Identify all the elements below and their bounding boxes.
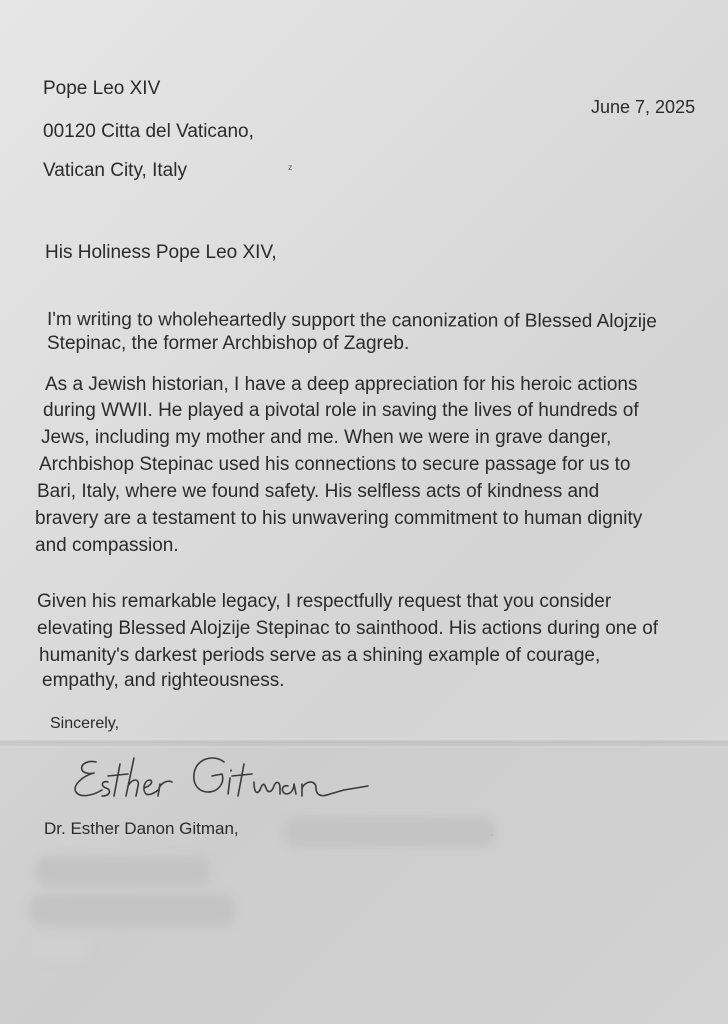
- handwritten-signature: [68, 740, 398, 810]
- recipient-address-line: 00120 Citta del Vaticano,: [43, 121, 254, 142]
- paragraph-2-line-2: during WWII. He played a pivotal role in saving the lives of hundreds of: [43, 400, 639, 421]
- recipient-name: Pope Leo XIV: [43, 78, 161, 99]
- paragraph-2-line-5: Bari, Italy, where we found safety. His selfless acts of kindness and: [37, 481, 600, 502]
- paragraph-3-line-2: elevating Blessed Alojzije Stepinac to sainthood. His actions during one of: [37, 618, 659, 639]
- paragraph-2-line-3: Jews, including my mother and me. When we were in grave danger,: [41, 427, 612, 448]
- paragraph-3-line-1: Given his remarkable legacy, I respectfully request that you consider: [37, 591, 612, 612]
- paragraph-2-line-1: As a Jewish historian, I have a deep appreciation for his heroic actions: [45, 374, 638, 395]
- redacted-address-line-1: [35, 856, 210, 886]
- closing: Sincerely,: [50, 715, 120, 732]
- redacted-address-line-3: [30, 936, 90, 962]
- redacted-address-line-2: [30, 894, 235, 926]
- signer-name: Dr. Esther Danon Gitman,: [44, 819, 239, 838]
- letter-date: June 7, 2025: [591, 97, 696, 117]
- recipient-city-country: Vatican City, Italy: [43, 160, 187, 181]
- paragraph-2-line-4: Archbishop Stepinac used his connections to secure passage for us to: [39, 454, 631, 475]
- paragraph-2-line-6: bravery are a testament to his unwavering commitment to human dignity: [35, 508, 643, 529]
- paragraph-2-line-7: and compassion.: [35, 535, 179, 556]
- paragraph-1-line-2: Stepinac, the former Archbishop of Zagreb.: [47, 333, 410, 354]
- paragraph-1-line-1: I'm writing to wholeheartedly support the canonization of Blessed Alojzije: [46, 309, 657, 333]
- pen-mark: ᶻ: [288, 162, 293, 176]
- paragraph-3-line-3: humanity's darkest periods serve as a shining example of courage,: [39, 645, 601, 666]
- paragraph-3-line-4: empathy, and righteousness.: [42, 670, 285, 691]
- salutation: His Holiness Pope Leo XIV,: [45, 242, 277, 263]
- redacted-title: [285, 817, 495, 847]
